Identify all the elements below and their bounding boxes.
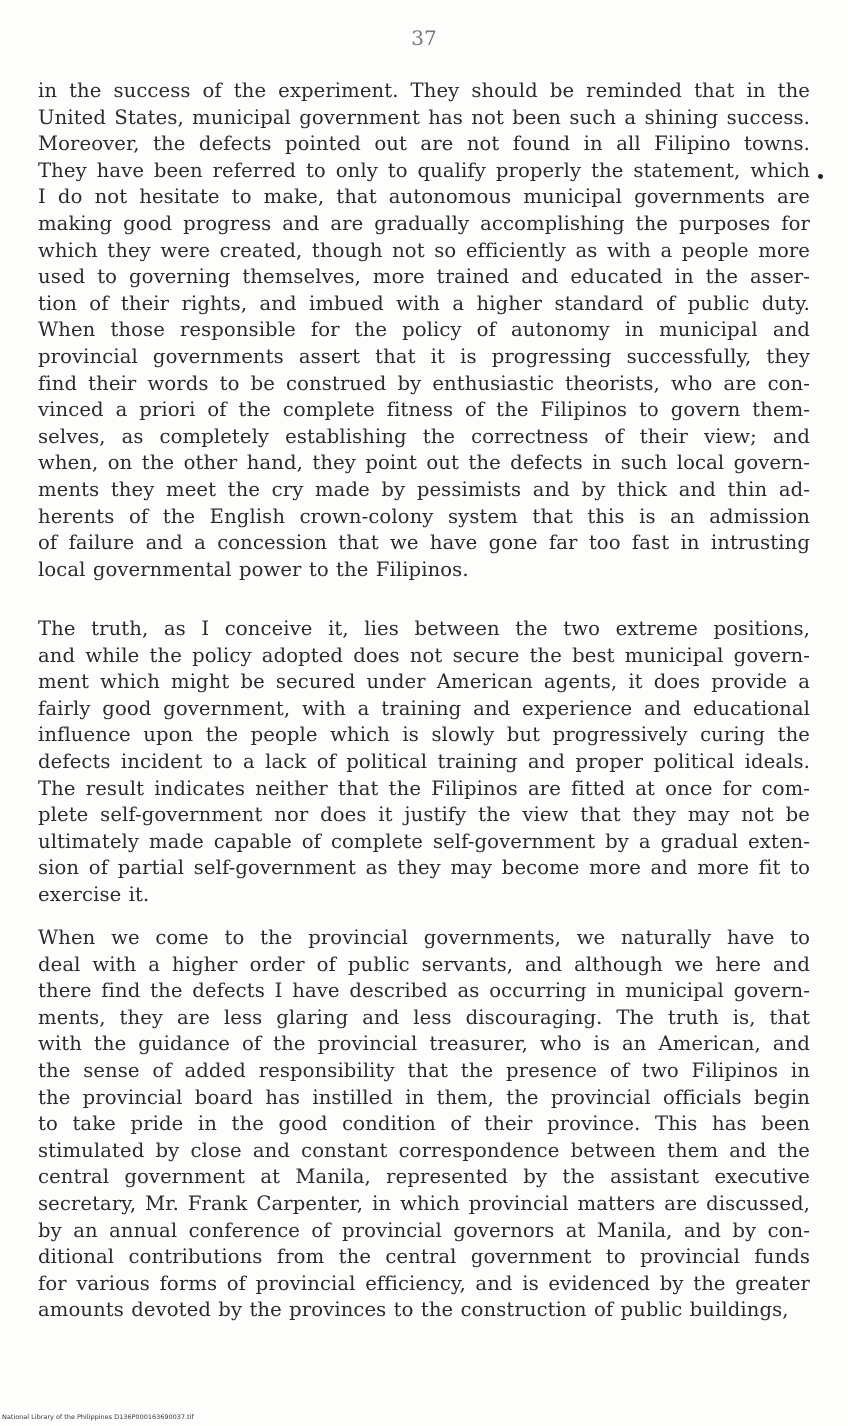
text-line: The truth, as I conceive it, lies between the two extreme positions, xyxy=(38,617,810,640)
text-line: the provincial board has instilled in them, the provincial officials begin xyxy=(38,1085,810,1109)
text-line: When we come to the provincial governments, we naturally have to xyxy=(38,926,810,949)
text-line: vinced a priori of the complete fitness of the Filipinos to govern them- xyxy=(38,398,810,422)
text-line: by an annual conference of provincial governors at Manila, and by con- xyxy=(38,1218,810,1242)
text-line: in the success of the experiment. They should be reminded that in the xyxy=(38,79,810,102)
text-line: secretary, Mr. Frank Carpenter, in which provincial matters are discussed, xyxy=(38,1191,810,1215)
text-line: provincial governments assert that it is progressing successfully, they xyxy=(38,344,810,368)
paragraph-1 xyxy=(38,78,810,583)
text-line: to take pride in the good condition of their province. This has been xyxy=(38,1112,810,1136)
text-line: with the guidance of the provincial treasurer, who is an American, and xyxy=(38,1032,810,1056)
text-line: for various forms of provincial efficiency, and is evidenced by the greater xyxy=(38,1271,810,1295)
text-line: defects incident to a lack of political training and proper political ideals. xyxy=(38,749,810,773)
text-line: ment which might be secured under American agents, it does provide a xyxy=(38,670,810,694)
text-line: sion of partial self-government as they may become more and more fit to xyxy=(38,856,810,880)
text-line: They have been referred to only to qualify properly the statement, which xyxy=(38,158,810,182)
text-line: ments they meet the cry made by pessimists and by thick and thin ad- xyxy=(38,477,810,501)
text-line: which they were created, though not so efficiently as with a people more xyxy=(38,238,810,262)
text-line: influence upon the people which is slowly but progressively curing the xyxy=(38,723,810,747)
text-line: herents of the English crown-colony system that this is an admission xyxy=(38,504,810,528)
text-line: fairly good government, with a training and experience and educational xyxy=(38,696,810,720)
text-line: ments, they are less glaring and less discouraging. The truth is, that xyxy=(38,1005,810,1029)
margin-ink-dot xyxy=(818,174,823,179)
text-line: stimulated by close and constant correspondence between them and the xyxy=(38,1138,810,1162)
text-line: United States, municipal government has not been such a shining success. xyxy=(38,105,810,129)
text-line: ultimately made capable of complete self-government by a gradual exten- xyxy=(38,829,810,853)
text-line: selves, as completely establishing the correctness of their view; and xyxy=(38,424,810,448)
text-line: of failure and a concession that we have gone far too fast in intrusting xyxy=(38,531,810,555)
text-line: When those responsible for the policy of autonomy in municipal and xyxy=(38,318,810,342)
text-line: local governmental power to the Filipinos. xyxy=(38,557,469,581)
text-line: tion of their rights, and imbued with a higher standard of public duty. xyxy=(38,291,810,315)
paragraph-2 xyxy=(38,616,810,909)
text-line: I do not hesitate to make, that autonomous municipal governments are xyxy=(38,185,810,209)
text-line: plete self-government nor does it justify the view that they may not be xyxy=(38,803,810,827)
text-line: there find the defects I have described as occurring in municipal govern- xyxy=(38,979,810,1003)
text-line: find their words to be construed by enthusiastic theorists, who are con- xyxy=(38,371,810,395)
text-line: the sense of added responsibility that the presence of two Filipinos in xyxy=(38,1058,810,1082)
text-line: and while the policy adopted does not secure the best municipal govern- xyxy=(38,643,810,667)
scan-footer: National Library of the Philippines D136P000163690037.tif xyxy=(2,1413,194,1421)
text-line: exercise it. xyxy=(38,882,150,906)
text-line: when, on the other hand, they point out the defects in such local govern- xyxy=(38,451,810,475)
text-line: making good progress and are gradually accomplishing the purposes for xyxy=(38,211,810,235)
text-line: Moreover, the defects pointed out are not found in all Filipino towns. xyxy=(38,132,810,156)
page-number: 37 xyxy=(411,26,437,50)
text-line: The result indicates neither that the Filipinos are fitted at once for com- xyxy=(38,776,810,800)
text-line: deal with a higher order of public servants, and although we here and xyxy=(38,952,810,976)
text-line: amounts devoted by the provinces to the construction of public buildings, xyxy=(38,1298,789,1322)
paragraph-3 xyxy=(38,925,810,1324)
text-line: used to governing themselves, more trained and educated in the asser- xyxy=(38,265,810,289)
text-line: central government at Manila, represented by the assistant executive xyxy=(38,1165,810,1189)
text-line: ditional contributions from the central government to provincial funds xyxy=(38,1245,810,1269)
